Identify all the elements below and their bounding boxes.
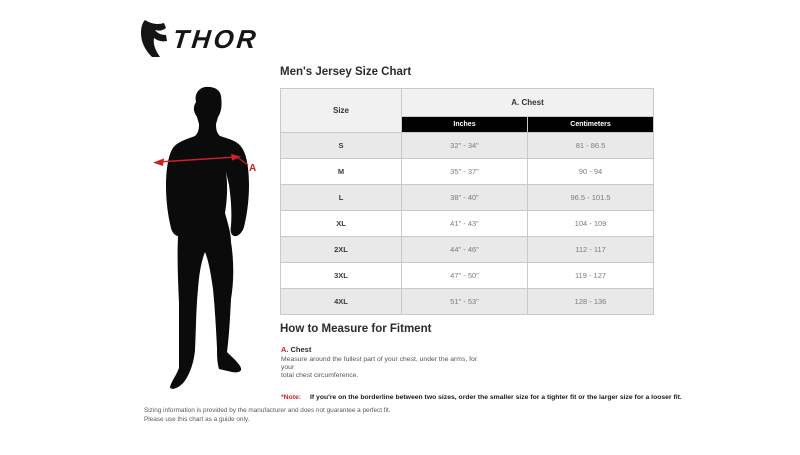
size-column-header: Size [281, 89, 402, 133]
measure-description-line2: total chest circumference. [281, 372, 359, 379]
chest-measurement-label: A [249, 163, 257, 174]
size-cell: 2XL [281, 237, 402, 263]
fitment-heading: How to Measure for Fitment [280, 323, 432, 335]
disclaimer-line1: Sizing information is provided by the manufacturer and does not guarantee a perfect fit. [144, 407, 391, 414]
centimeters-cell: 96.5 - 101.5 [528, 185, 654, 211]
table-row [281, 159, 654, 185]
note-text: If you're on the borderline between two sizes, order the smaller size for a tighter fit or the larger size for a looser fit. [310, 394, 682, 401]
size-cell: 4XL [281, 289, 402, 315]
disclaimer-line2: Please use this chart as a guide only. [144, 415, 250, 423]
measure-description [281, 356, 481, 380]
table-header-row [281, 89, 654, 117]
note-label: *Note: [281, 394, 302, 401]
table-row [281, 237, 654, 263]
inches-cell: 32" - 34" [402, 133, 528, 159]
centimeters-cell: 81 - 86.5 [528, 133, 654, 159]
size-cell: L [281, 185, 402, 211]
measure-letter: A. [281, 345, 289, 354]
centimeters-cell: 90 - 94 [528, 159, 654, 185]
inches-column-header: Inches [402, 117, 528, 133]
inches-cell: 44" - 46" [402, 237, 528, 263]
table-row [281, 289, 654, 315]
inches-cell: 47" - 50" [402, 263, 528, 289]
disclaimer [144, 407, 391, 424]
centimeters-cell: 128 - 136 [528, 289, 654, 315]
centimeters-column-header: Centimeters [528, 117, 654, 133]
table-row [281, 211, 654, 237]
size-cell: XL [281, 211, 402, 237]
size-table [280, 88, 654, 315]
measure-description-line1: Measure around the fullest part of your chest, under the arms, for your [281, 356, 478, 371]
thor-helmet-icon [138, 20, 168, 58]
measure-name: Chest [290, 345, 312, 354]
table-row [281, 263, 654, 289]
thor-logo [138, 20, 259, 58]
brand-name: THOR [171, 24, 261, 54]
centimeters-cell: 119 - 127 [528, 263, 654, 289]
male-silhouette-figure [138, 85, 296, 401]
page-title: Men's Jersey Size Chart [280, 66, 412, 78]
centimeters-cell: 104 - 109 [528, 211, 654, 237]
inches-cell: 51" - 53" [402, 289, 528, 315]
size-cell: 3XL [281, 263, 402, 289]
centimeters-cell: 112 - 117 [528, 237, 654, 263]
inches-cell: 38" - 40" [402, 185, 528, 211]
inches-cell: 35" - 37" [402, 159, 528, 185]
table-row [281, 185, 654, 211]
sizing-note [281, 394, 682, 401]
male-silhouette [166, 87, 249, 389]
measure-label [281, 345, 311, 354]
size-table-body [281, 133, 654, 315]
chest-group-header: A. Chest [402, 89, 654, 117]
size-cell: M [281, 159, 402, 185]
inches-cell: 41" - 43" [402, 211, 528, 237]
size-cell: S [281, 133, 402, 159]
table-row [281, 133, 654, 159]
